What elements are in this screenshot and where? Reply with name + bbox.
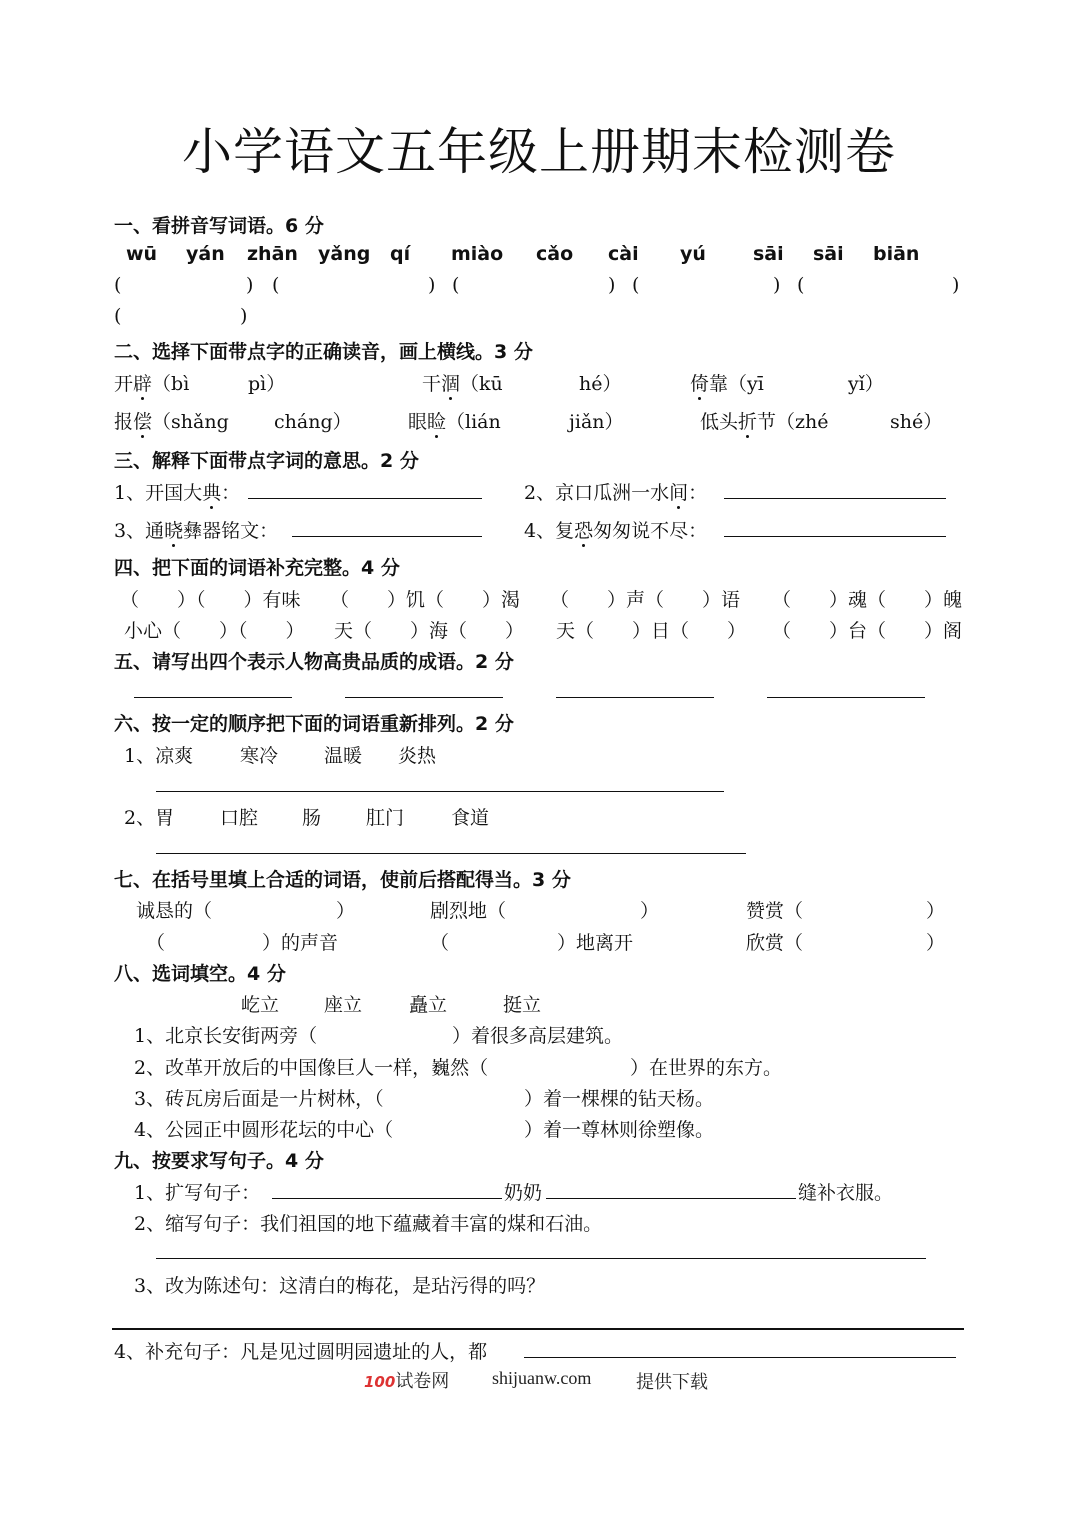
answer-line[interactable] — [724, 536, 946, 537]
pinyin-5: qí — [390, 243, 411, 265]
order-word: 温暖 — [324, 745, 363, 767]
footer-note: 提供下载 — [636, 1372, 708, 1392]
word-choice: 座立 — [324, 994, 363, 1016]
fill-sentence-2b: ）在世界的东方。 — [630, 1057, 783, 1079]
idiom-fill-item: （ ）声（ ）语 — [550, 589, 741, 611]
dotted-char: 辟 — [133, 373, 153, 395]
pinyin-2: yán — [186, 243, 225, 265]
logo-mark: 100 — [364, 1373, 396, 1391]
answer-line[interactable] — [156, 791, 724, 792]
dotted-char: 偿 — [133, 411, 153, 433]
reading-option: yǐ） — [848, 373, 884, 395]
word-choice: 挺立 — [503, 994, 542, 1016]
answer-line[interactable] — [546, 1198, 796, 1199]
reading-item-4: 报偿（shǎng — [114, 411, 229, 433]
reading-option: hé） — [579, 373, 622, 395]
reading-item-2: 干涸（kū — [422, 373, 503, 395]
pinyin-7: cǎo — [536, 243, 574, 265]
idiom-fill-item: （ ）台（ ）阁 — [772, 620, 963, 642]
answer-paren-close: ) — [773, 274, 781, 296]
reading-option: shé） — [890, 411, 943, 433]
collocation-text: 欣赏（ — [746, 932, 804, 954]
reading-item-6: 低头折节（zhé — [700, 411, 829, 433]
divider — [112, 1328, 964, 1330]
idiom-fill-item: （ ）魂（ ）魄 — [772, 589, 963, 611]
sentence-q1-mid: 奶奶 — [504, 1182, 543, 1204]
pinyin-1: wū — [126, 243, 158, 265]
answer-line[interactable] — [134, 697, 292, 698]
sentence-q1-end: 缝补衣服。 — [798, 1182, 894, 1204]
word-choice: 屹立 — [241, 994, 280, 1016]
page-title: 小学语文五年级上册期末检测卷 — [182, 123, 896, 181]
answer-line[interactable] — [524, 1357, 956, 1358]
dotted-char: 涸 — [441, 373, 461, 395]
answer-paren-close: ) — [246, 274, 254, 296]
fill-sentence-4b: ）着一尊林则徐塑像。 — [524, 1119, 715, 1141]
pinyin-9: yú — [680, 243, 706, 265]
answer-paren-close: ) — [952, 274, 960, 296]
dotted-char: 倚 — [690, 373, 710, 395]
answer-paren-open: ( — [797, 274, 805, 296]
meaning-item-3: 3、通晓彝器铭文： — [114, 520, 279, 542]
section-4-heading: 四、把下面的词语补充完整。4 分 — [114, 557, 400, 579]
section-2-heading: 二、选择下面带点字的正确读音，画上横线。3 分 — [114, 341, 533, 363]
sentence-q2: 2、缩写句子：我们祖国的地下蕴藏着丰富的煤和石油。 — [134, 1213, 603, 1235]
section-7-heading: 七、在括号里填上合适的词语，使前后搭配得当。3 分 — [114, 869, 571, 891]
collocation-text: ） — [926, 900, 946, 922]
pinyin-8: cài — [608, 243, 639, 265]
collocation-text: ）的声音 — [262, 932, 339, 954]
reading-item-3: 倚靠（yī — [690, 373, 764, 395]
pinyin-4: yǎng — [318, 243, 371, 265]
collocation-text: ） — [640, 900, 660, 922]
pinyin-3: zhān — [247, 243, 298, 265]
dotted-char: 间 — [669, 482, 689, 504]
dotted-char: 恐 — [574, 520, 594, 542]
meaning-item-1: 1、开国大典： — [114, 482, 241, 504]
collocation-text: ） — [336, 900, 356, 922]
answer-paren-close: ) — [240, 305, 248, 327]
answer-paren-open: ( — [272, 274, 280, 296]
answer-paren-open: ( — [632, 274, 640, 296]
reading-option: pì） — [248, 373, 286, 395]
section-6-heading: 六、按一定的顺序把下面的词语重新排列。2 分 — [114, 713, 514, 735]
footer-site-name: 试卷网 — [395, 1371, 450, 1391]
reading-option: jiǎn） — [569, 411, 624, 433]
idiom-fill-item: 小心（ ）（ ） — [124, 620, 305, 642]
sentence-q4: 4、补充句子：凡是见过圆明园遗址的人，都 — [114, 1341, 488, 1363]
fill-sentence-3b: ）着一棵棵的钻天杨。 — [524, 1088, 715, 1110]
answer-line[interactable] — [767, 697, 925, 698]
section-9-heading: 九、按要求写句子。4 分 — [114, 1150, 324, 1172]
idiom-fill-item: 天（ ）日（ ） — [556, 620, 747, 642]
pinyin-12: biān — [873, 243, 920, 265]
order-word: 食道 — [451, 807, 490, 829]
answer-paren-open: ( — [452, 274, 460, 296]
reading-item-1: 开辟（bì — [114, 373, 190, 395]
sentence-q1-label: 1、扩写句子： — [134, 1182, 261, 1204]
sentence-q3: 3、改为陈述句：这清白的梅花，是玷污得的吗？ — [134, 1275, 546, 1297]
collocation-text: （ — [430, 932, 450, 954]
section-8-heading: 八、选词填空。4 分 — [114, 963, 286, 985]
answer-paren-close: ) — [608, 274, 616, 296]
dotted-char: 折 — [738, 411, 758, 433]
pinyin-6: miào — [451, 243, 504, 265]
idiom-fill-item: （ ）饥（ ）渴 — [330, 589, 521, 611]
idiom-fill-item: （ ）（ ）有味 — [120, 589, 301, 611]
meaning-item-2: 2、京口瓜洲一水间： — [524, 482, 708, 504]
order-word: 肛门 — [366, 807, 405, 829]
order-word: 肠 — [302, 807, 322, 829]
section-1-heading: 一、看拼音写词语。6 分 — [114, 215, 324, 237]
word-choice: 矗立 — [409, 994, 448, 1016]
reading-item-5: 眼睑（lián — [408, 411, 501, 433]
footer-url: shijuanw.com — [492, 1368, 592, 1388]
pinyin-11: sāi — [813, 243, 844, 265]
answer-line[interactable] — [556, 697, 714, 698]
collocation-text: 赞赏（ — [746, 900, 804, 922]
answer-line[interactable] — [292, 536, 482, 537]
reading-option: cháng） — [274, 411, 352, 433]
answer-line[interactable] — [272, 1198, 502, 1199]
answer-line[interactable] — [345, 697, 503, 698]
collocation-text: ） — [926, 932, 946, 954]
answer-line[interactable] — [156, 853, 746, 854]
meaning-item-4: 4、复恐匆匆说不尽： — [524, 520, 708, 542]
section-5-heading: 五、请写出四个表示人物高贵品质的成语。2 分 — [114, 651, 514, 673]
collocation-text: 诚恳的（ — [136, 900, 213, 922]
section-3-heading: 三、解释下面带点字词的意思。2 分 — [114, 450, 419, 472]
fill-sentence-4a: 4、公园正中圆形花坛的中心（ — [134, 1119, 394, 1141]
footer-logo — [364, 1367, 449, 1393]
answer-paren-close: ) — [428, 274, 436, 296]
answer-paren-open: ( — [114, 274, 122, 296]
order-word: 寒冷 — [240, 745, 279, 767]
dotted-char: 睑 — [427, 411, 447, 433]
collocation-text: 剧烈地（ — [430, 900, 507, 922]
dotted-char: 典 — [202, 482, 222, 504]
idiom-fill-item: 天（ ）海（ ） — [334, 620, 525, 642]
pinyin-10: sāi — [753, 243, 784, 265]
answer-paren-open: ( — [114, 305, 122, 327]
order-q1-label: 1、凉爽 — [124, 745, 194, 767]
fill-sentence-2a: 2、改革开放后的中国像巨人一样，巍然（ — [134, 1057, 489, 1079]
answer-line[interactable] — [248, 498, 482, 499]
answer-line[interactable] — [156, 1258, 926, 1259]
order-q2-label: 2、胃 — [124, 807, 175, 829]
order-word: 炎热 — [398, 745, 437, 767]
order-word: 口腔 — [220, 807, 259, 829]
fill-sentence-1a: 1、北京长安街两旁（ — [134, 1025, 318, 1047]
collocation-text: ）地离开 — [557, 932, 634, 954]
fill-sentence-3a: 3、砖瓦房后面是一片树林，（ — [134, 1088, 384, 1110]
answer-line[interactable] — [724, 498, 946, 499]
collocation-text: （ — [146, 932, 166, 954]
fill-sentence-1b: ）着很多高层建筑。 — [452, 1025, 624, 1047]
dotted-char: 晓 — [164, 520, 184, 542]
